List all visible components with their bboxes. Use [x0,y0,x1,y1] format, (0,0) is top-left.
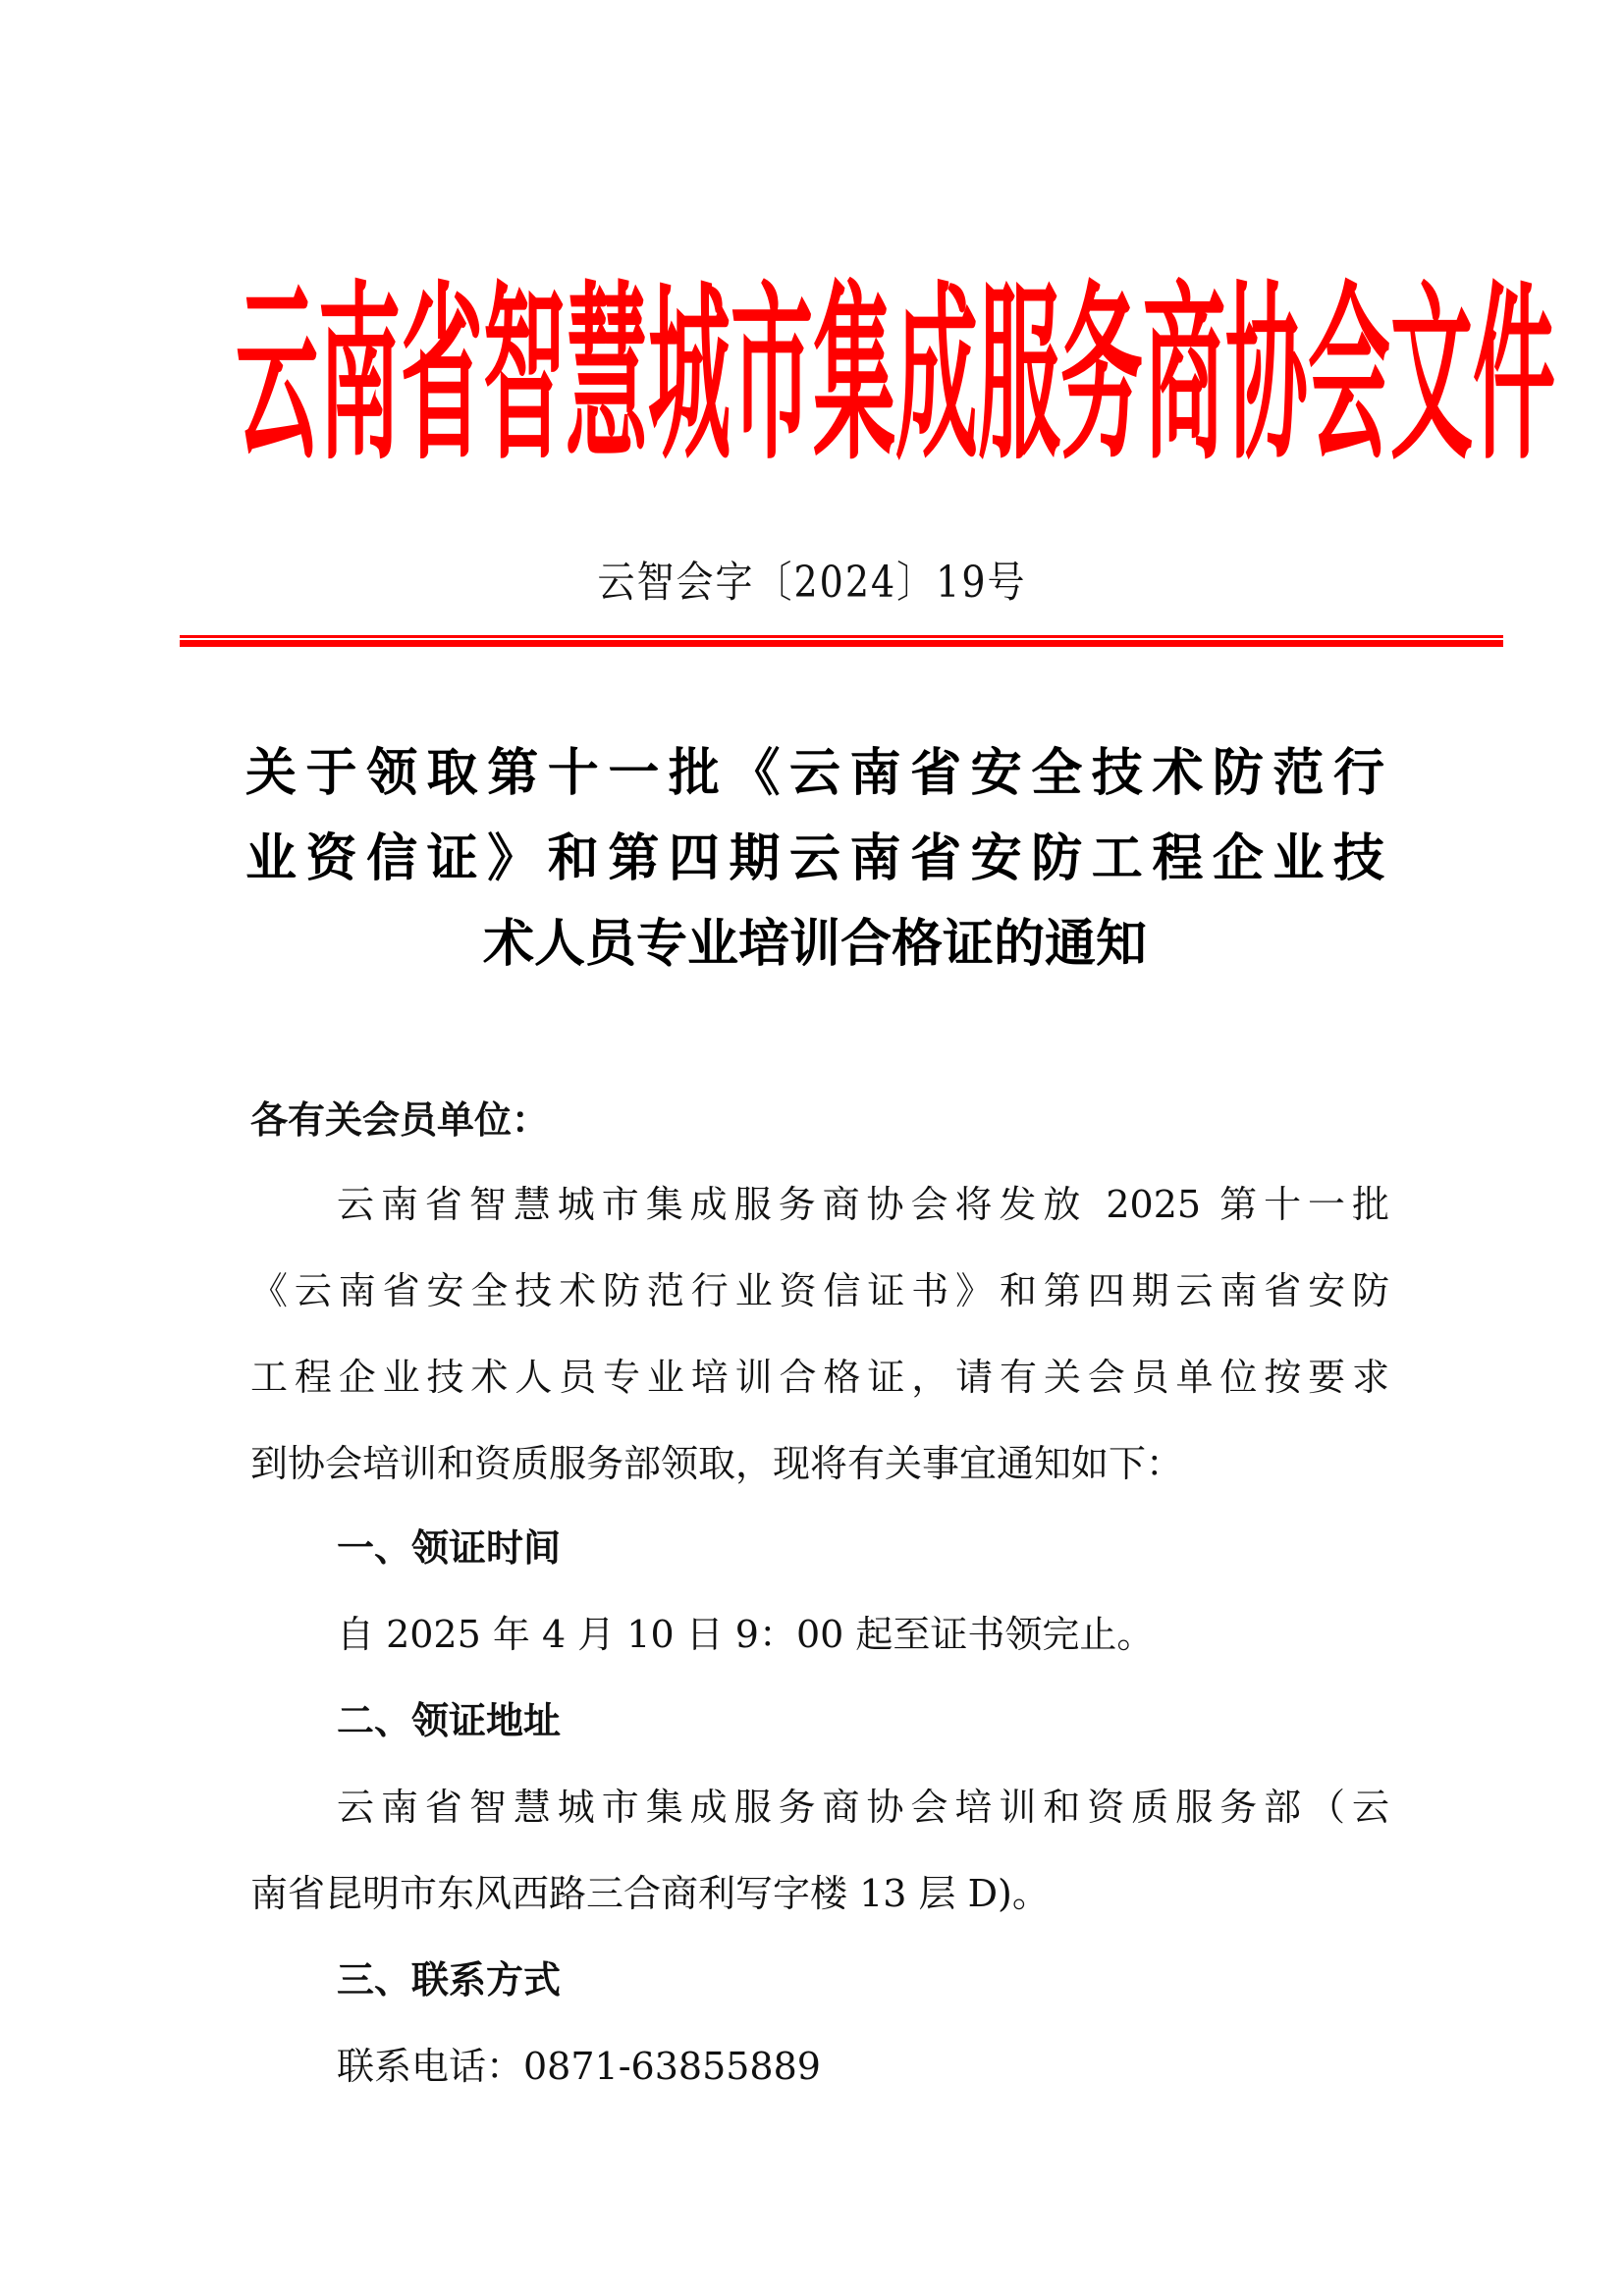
masthead-char: 慧 [566,264,649,486]
masthead-char: 件 [1473,264,1556,486]
masthead-char: 文 [1390,264,1474,486]
title-line: 业资信证》和第四期云南省安防工程企业技 [245,829,1384,888]
document-number: 云智会字〔2024〕19号 [597,557,1027,608]
title-line: 关于领取第十一批《云南省安全技术防范行 [245,744,1384,803]
salutation: 各有关会员单位： [250,1098,550,1142]
masthead-char: 会 [1308,264,1391,486]
masthead-char: 商 [1143,264,1226,486]
section-collection-time [250,1505,1389,1678]
section-heading: 二、领证地址 [337,1699,562,1742]
masthead-title [236,264,1556,486]
paragraph-line: 云南省智慧城市集成服务商协会培训和资质服务部（云 [337,1786,1389,1829]
title-line: 术人员专业培训合格证的通知 [482,915,1147,974]
masthead-char: 南 [318,264,402,486]
intro-paragraph [250,1161,1389,1507]
masthead-char: 协 [1225,264,1309,486]
masthead-char: 成 [895,264,979,486]
section-heading: 三、联系方式 [337,1958,562,2002]
red-rule-thin [180,635,1503,638]
notice-title [245,731,1384,988]
masthead-char: 集 [813,264,896,486]
paragraph-line: 到协会培训和资质服务部领取，现将有关事宜通知如下： [250,1442,1184,1485]
section-collection-address [250,1678,1389,1937]
masthead-char: 省 [401,264,484,486]
masthead-char: 智 [483,264,567,486]
red-rule-thick [180,640,1503,647]
paragraph-line: 南省昆明市东风西路三合商利写字楼 13 层 D)。 [250,1872,1050,1915]
contact-phone: 联系电话：0871-63855889 [337,2045,821,2088]
masthead-char: 云 [236,264,319,486]
section-contact [250,1937,1389,2109]
section-heading: 一、领证时间 [337,1526,562,1570]
masthead-char: 市 [731,264,814,486]
paragraph-line: 《云南省安全技术防范行业资信证书》和第四期云南省安防 [250,1269,1389,1312]
salutation-block [250,1077,1389,1163]
masthead-char: 服 [978,264,1061,486]
masthead-char: 务 [1060,264,1144,486]
paragraph-line: 工程企业技术人员专业培训合格证，请有关会员单位按要求 [250,1356,1389,1399]
masthead-char: 城 [648,264,731,486]
paragraph-line: 云南省智慧城市集成服务商协会将发放 2025 第十一批 [337,1183,1389,1226]
paragraph-line: 自 2025 年 4 月 10 日 9：00 起至证书领完止。 [337,1613,1155,1656]
